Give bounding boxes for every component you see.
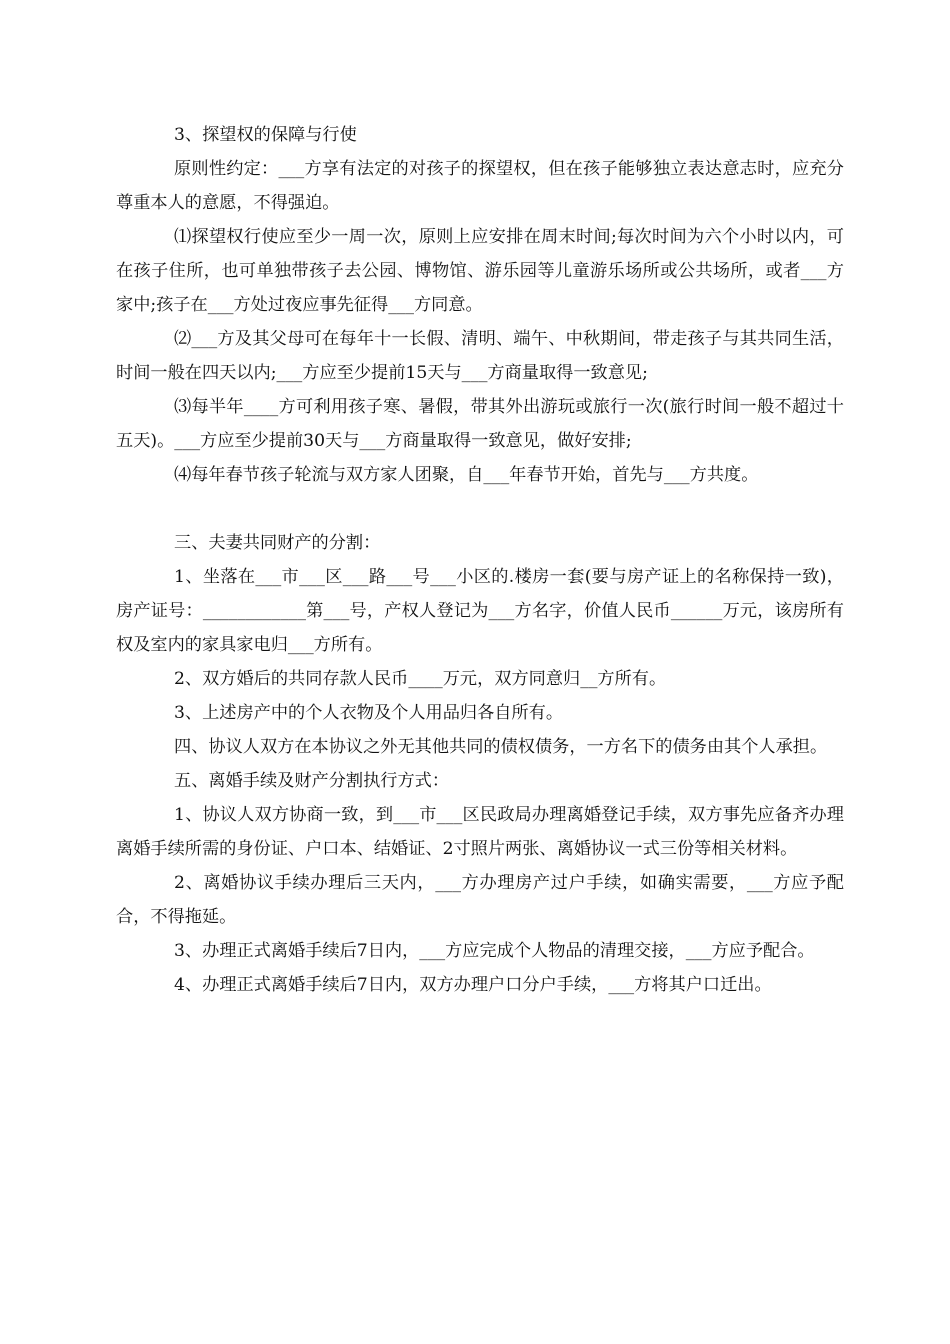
section-heading-property: 三、夫妻共同财产的分割： bbox=[174, 533, 381, 553]
paragraph-procedure-1: 1、协议人双方协商一致，到___市___区民政局办理离婚登记手续，双方事先应备齐办理离婚手续所需的身份证、户口本、结婚证、2寸照片两张、离婚协议一式三份等相关材料。 bbox=[116, 805, 844, 859]
paragraph-visitation-1: ⑴探望权行使应至少一周一次，原则上应安排在周末时间;每次时间为六个小时以内，可在孩子住所，也可单独带孩子去公园、博物馆、游乐园等儿童游乐场所或公共场所，或者___方家中;孩子在___方处过夜应事先征得___方同意。 bbox=[116, 227, 844, 315]
document-body bbox=[116, 118, 844, 1002]
paragraph-procedure-3: 3、办理正式离婚手续后7日内，___方应完成个人物品的清理交接，___方应予配合。 bbox=[174, 941, 815, 961]
paragraph-principle: 原则性约定：___方享有法定的对孩子的探望权，但在孩子能够独立表达意志时，应充分尊重本人的意愿，不得强迫。 bbox=[116, 159, 844, 213]
paragraph-procedure-2: 2、离婚协议手续办理后三天内，___方办理房产过户手续，如确实需要，___方应予配合，不得拖延。 bbox=[116, 873, 844, 927]
paragraph-property-3: 3、上述房产中的个人衣物及个人用品归各自所有。 bbox=[174, 703, 564, 723]
paragraph-procedure-4: 4、办理正式离婚手续后7日内，双方办理户口分户手续，___方将其户口迁出。 bbox=[174, 975, 772, 995]
section-heading-procedures: 五、离婚手续及财产分割执行方式： bbox=[174, 771, 450, 791]
section-heading-visitation: 3、探望权的保障与行使 bbox=[174, 125, 357, 145]
paragraph-visitation-4: ⑷每年春节孩子轮流与双方家人团聚，自___年春节开始，首先与___方共度。 bbox=[174, 465, 759, 485]
paragraph-spacer bbox=[116, 492, 844, 526]
paragraph-visitation-2: ⑵___方及其父母可在每年十一长假、清明、端午、中秋期间，带走孩子与其共同生活，时间一般在四天以内;___方应至少提前15天与___方商量取得一致意见; bbox=[116, 329, 844, 383]
paragraph-debts: 四、协议人双方在本协议之外无其他共同的债权债务，一方名下的债务由其个人承担。 bbox=[174, 737, 828, 757]
paragraph-property-1: 1、坐落在___市___区___路___号___小区的.楼房一套(要与房产证上的名称保持一致)，房产证号：____________第___号，产权人登记为___方名字，价值人民币______万元，该房所有权及室内的家具家电归___方所有。 bbox=[116, 567, 844, 655]
paragraph-visitation-3: ⑶每半年____方可利用孩子寒、暑假，带其外出游玩或旅行一次(旅行时间一般不超过十五天)。___方应至少提前30天与___方商量取得一致意见，做好安排; bbox=[116, 397, 844, 451]
paragraph-property-2: 2、双方婚后的共同存款人民币____万元，双方同意归__方所有。 bbox=[174, 669, 667, 689]
